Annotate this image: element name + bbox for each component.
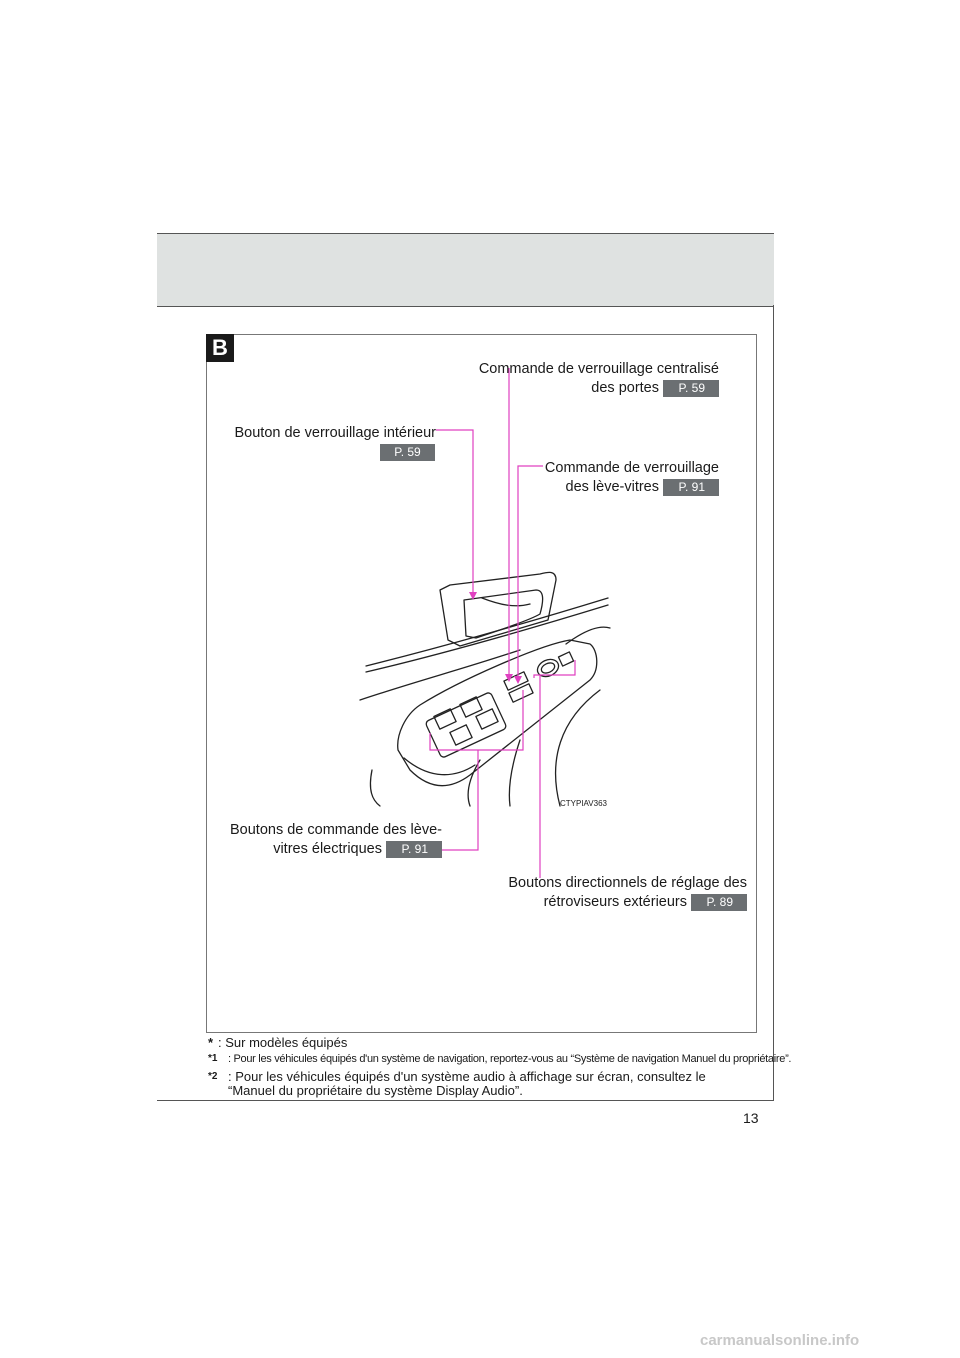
label-inner-lock-line1: Bouton de verrouillage intérieur xyxy=(234,425,436,441)
label-mirror-switch-line2: rétroviseurs extérieurs xyxy=(543,894,687,910)
mirror-switch-knob xyxy=(535,656,562,680)
footnote xyxy=(208,1036,768,1050)
footnote-text: : Pour les véhicules équipés d'un système audio à affichage sur écran, consultez le “Manuel du propriétaire du système Display Audio”. xyxy=(228,1069,706,1098)
window-switch xyxy=(434,709,456,729)
leader-power-windows xyxy=(442,750,478,850)
section-tab: B xyxy=(206,334,234,362)
footnote xyxy=(208,1052,792,1066)
page-number: 13 xyxy=(743,1110,759,1126)
door-handle-recess xyxy=(440,572,556,646)
footnote-mark: *1 xyxy=(208,1053,218,1064)
window-switch xyxy=(450,725,472,745)
label-mirror-switch xyxy=(470,874,747,912)
label-window-lock-line2: des lève-vitres xyxy=(565,479,659,495)
leader-inner-lock xyxy=(436,430,473,598)
watermark: carmanualsonline.info xyxy=(700,1332,860,1349)
trim-line xyxy=(370,770,380,806)
label-mirror-switch-line1: Boutons directionnels de réglage des xyxy=(508,875,747,891)
ref-badge-mirror-switch[interactable]: P. 89 xyxy=(691,894,747,911)
mirror-selector xyxy=(558,652,573,666)
label-central-lock-line2: des portes xyxy=(591,380,659,396)
trim-line xyxy=(566,627,610,644)
leader-lines xyxy=(430,368,575,878)
ref-badge-window-lock[interactable]: P. 91 xyxy=(663,479,719,496)
label-power-windows xyxy=(200,821,442,859)
footnote-text: : Pour les véhicules équipés d'un système de navigation, reportez-vous au “Système de navigation Manuel du propriétaire”. xyxy=(228,1053,792,1065)
trim-line xyxy=(556,690,600,806)
label-power-windows-line1: Boutons de commande des lève- xyxy=(230,822,442,838)
label-inner-lock xyxy=(200,424,436,443)
footnote-mark: * xyxy=(208,1035,214,1050)
door-handle-inner xyxy=(464,590,543,638)
footnote xyxy=(208,1070,768,1098)
label-window-lock xyxy=(480,459,719,497)
trim-line xyxy=(360,650,520,700)
armrest xyxy=(398,640,597,786)
ref-badge-power-windows[interactable]: P. 91 xyxy=(386,841,442,858)
ref-badge-central-lock[interactable]: P. 59 xyxy=(663,380,719,397)
figure-code: CTYPIAV363 xyxy=(560,799,607,808)
lock-switch xyxy=(509,684,533,702)
label-power-windows-line2: vitres électriques xyxy=(273,841,382,857)
ref-badge-inner-lock[interactable]: P. 59 xyxy=(380,444,435,461)
footnotes xyxy=(208,1035,792,1100)
label-central-lock-line1: Commande de verrouillage centralisé xyxy=(478,361,719,377)
footnote-mark: *2 xyxy=(208,1071,218,1082)
window-switch xyxy=(476,709,498,729)
label-central-lock xyxy=(430,360,719,398)
footnote-text: : Sur modèles équipés xyxy=(218,1035,348,1050)
bottom-rule xyxy=(157,1100,774,1101)
label-window-lock-line1: Commande de verrouillage xyxy=(544,460,719,476)
